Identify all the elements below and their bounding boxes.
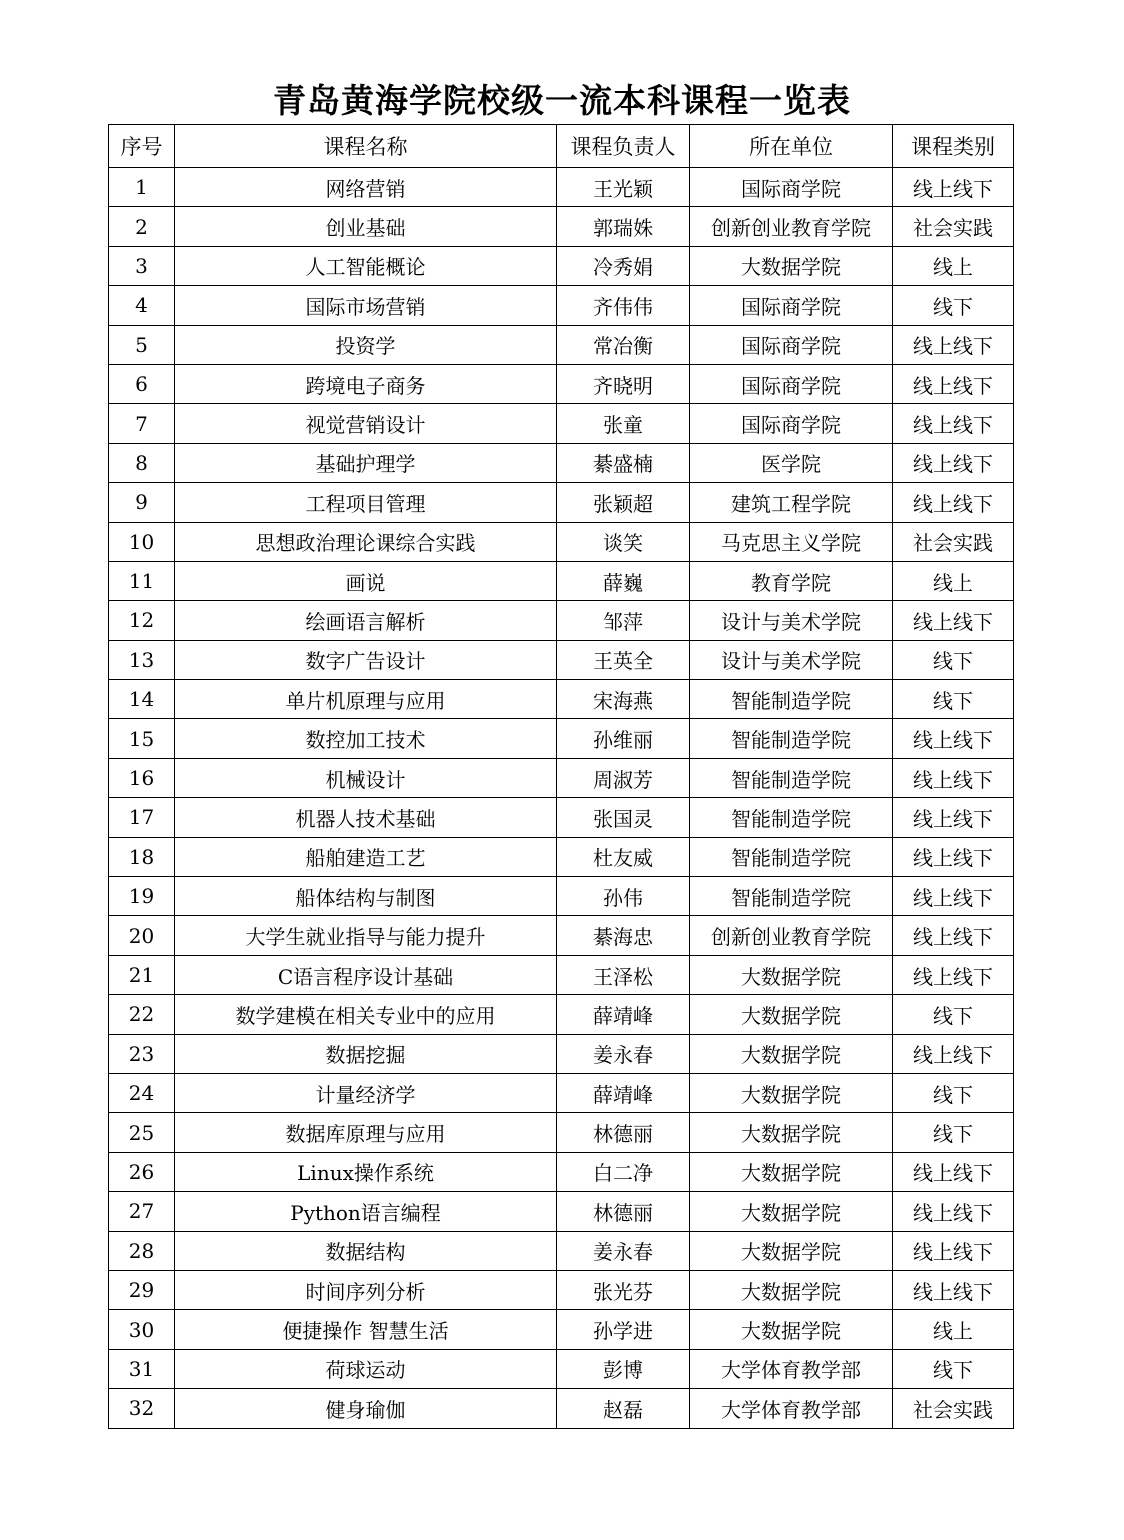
header-unit: 所在单位 bbox=[690, 125, 893, 168]
cell-course-type: 线上线下 bbox=[893, 955, 1014, 994]
table-row bbox=[109, 1113, 1014, 1152]
cell-no: 27 bbox=[109, 1192, 175, 1231]
cell-course-name: 基础护理学 bbox=[175, 443, 557, 482]
cell-no: 19 bbox=[109, 877, 175, 916]
cell-course-owner: 白二净 bbox=[557, 1152, 690, 1191]
cell-unit: 大数据学院 bbox=[690, 1270, 893, 1309]
cell-no: 21 bbox=[109, 955, 175, 994]
cell-course-owner: 孙维丽 bbox=[557, 719, 690, 758]
cell-no: 10 bbox=[109, 522, 175, 561]
table-header-row bbox=[109, 125, 1014, 168]
cell-course-owner: 张颖超 bbox=[557, 483, 690, 522]
cell-unit: 大数据学院 bbox=[690, 1113, 893, 1152]
table-row bbox=[109, 246, 1014, 285]
cell-course-name: 时间序列分析 bbox=[175, 1270, 557, 1309]
cell-unit: 建筑工程学院 bbox=[690, 483, 893, 522]
cell-course-owner: 薛靖峰 bbox=[557, 995, 690, 1034]
cell-course-type: 线上线下 bbox=[893, 404, 1014, 443]
cell-no: 3 bbox=[109, 246, 175, 285]
table-row bbox=[109, 955, 1014, 994]
cell-course-name: 思想政治理论课综合实践 bbox=[175, 522, 557, 561]
cell-course-owner: 林德丽 bbox=[557, 1113, 690, 1152]
cell-course-owner: 赵磊 bbox=[557, 1389, 690, 1428]
cell-no: 22 bbox=[109, 995, 175, 1034]
cell-unit: 大学体育教学部 bbox=[690, 1349, 893, 1388]
cell-no: 4 bbox=[109, 286, 175, 325]
cell-course-name: 数据挖掘 bbox=[175, 1034, 557, 1073]
cell-no: 14 bbox=[109, 680, 175, 719]
cell-course-type: 线下 bbox=[893, 1113, 1014, 1152]
cell-unit: 国际商学院 bbox=[690, 364, 893, 403]
table-row bbox=[109, 837, 1014, 876]
cell-course-name: 画说 bbox=[175, 561, 557, 600]
table-row bbox=[109, 1349, 1014, 1388]
cell-course-type: 线上 bbox=[893, 1310, 1014, 1349]
cell-course-name: 机械设计 bbox=[175, 758, 557, 797]
cell-no: 31 bbox=[109, 1349, 175, 1388]
table-row bbox=[109, 601, 1014, 640]
cell-course-type: 社会实践 bbox=[893, 207, 1014, 246]
table-row bbox=[109, 1270, 1014, 1309]
cell-course-name: 大学生就业指导与能力提升 bbox=[175, 916, 557, 955]
cell-no: 5 bbox=[109, 325, 175, 364]
cell-unit: 大数据学院 bbox=[690, 1034, 893, 1073]
cell-unit: 教育学院 bbox=[690, 561, 893, 600]
cell-no: 26 bbox=[109, 1152, 175, 1191]
cell-unit: 智能制造学院 bbox=[690, 798, 893, 837]
cell-unit: 国际商学院 bbox=[690, 286, 893, 325]
cell-course-name: 船舶建造工艺 bbox=[175, 837, 557, 876]
cell-course-owner: 薛靖峰 bbox=[557, 1073, 690, 1112]
cell-unit: 大数据学院 bbox=[690, 1073, 893, 1112]
cell-no: 6 bbox=[109, 364, 175, 403]
cell-course-name: 荷球运动 bbox=[175, 1349, 557, 1388]
table-row bbox=[109, 483, 1014, 522]
cell-course-type: 线下 bbox=[893, 640, 1014, 679]
cell-unit: 国际商学院 bbox=[690, 325, 893, 364]
cell-no: 20 bbox=[109, 916, 175, 955]
cell-unit: 大数据学院 bbox=[690, 955, 893, 994]
page-title: 青岛黄海学院校级一流本科课程一览表 bbox=[273, 81, 851, 120]
table-row bbox=[109, 207, 1014, 246]
cell-course-type: 线下 bbox=[893, 1073, 1014, 1112]
cell-course-owner: 林德丽 bbox=[557, 1192, 690, 1231]
cell-course-owner: 谈笑 bbox=[557, 522, 690, 561]
table-row bbox=[109, 1231, 1014, 1270]
cell-course-type: 线上线下 bbox=[893, 1152, 1014, 1191]
table-row bbox=[109, 995, 1014, 1034]
cell-course-owner: 常冶衡 bbox=[557, 325, 690, 364]
table-row bbox=[109, 404, 1014, 443]
cell-course-type: 社会实践 bbox=[893, 522, 1014, 561]
cell-unit: 创新创业教育学院 bbox=[690, 916, 893, 955]
cell-course-type: 线上线下 bbox=[893, 1270, 1014, 1309]
header-course-type: 课程类别 bbox=[893, 125, 1014, 168]
cell-course-name: 便捷操作 智慧生活 bbox=[175, 1310, 557, 1349]
cell-course-name: 船体结构与制图 bbox=[175, 877, 557, 916]
cell-course-name: Python语言编程 bbox=[175, 1192, 557, 1231]
cell-course-owner: 孙学进 bbox=[557, 1310, 690, 1349]
cell-course-type: 社会实践 bbox=[893, 1389, 1014, 1428]
cell-no: 1 bbox=[109, 168, 175, 207]
cell-course-type: 线上线下 bbox=[893, 798, 1014, 837]
cell-course-name: C语言程序设计基础 bbox=[175, 955, 557, 994]
cell-unit: 大数据学院 bbox=[690, 1231, 893, 1270]
table-row bbox=[109, 561, 1014, 600]
cell-course-name: 跨境电子商务 bbox=[175, 364, 557, 403]
table-row bbox=[109, 1073, 1014, 1112]
cell-course-type: 线上线下 bbox=[893, 877, 1014, 916]
cell-course-type: 线上线下 bbox=[893, 1034, 1014, 1073]
cell-no: 16 bbox=[109, 758, 175, 797]
table-row bbox=[109, 877, 1014, 916]
cell-course-type: 线上线下 bbox=[893, 916, 1014, 955]
cell-unit: 智能制造学院 bbox=[690, 758, 893, 797]
cell-no: 15 bbox=[109, 719, 175, 758]
cell-course-owner: 薛巍 bbox=[557, 561, 690, 600]
cell-course-owner: 邹萍 bbox=[557, 601, 690, 640]
cell-course-owner: 郭瑞姝 bbox=[557, 207, 690, 246]
table-row bbox=[109, 1389, 1014, 1428]
cell-course-type: 线下 bbox=[893, 995, 1014, 1034]
table-row bbox=[109, 798, 1014, 837]
cell-course-name: 计量经济学 bbox=[175, 1073, 557, 1112]
cell-unit: 设计与美术学院 bbox=[690, 601, 893, 640]
cell-course-type: 线上线下 bbox=[893, 325, 1014, 364]
cell-unit: 马克思主义学院 bbox=[690, 522, 893, 561]
cell-course-owner: 周淑芳 bbox=[557, 758, 690, 797]
cell-unit: 国际商学院 bbox=[690, 168, 893, 207]
cell-course-type: 线上线下 bbox=[893, 1192, 1014, 1231]
cell-course-owner: 孙伟 bbox=[557, 877, 690, 916]
cell-unit: 大数据学院 bbox=[690, 995, 893, 1034]
table-row bbox=[109, 325, 1014, 364]
cell-course-type: 线上线下 bbox=[893, 483, 1014, 522]
cell-unit: 医学院 bbox=[690, 443, 893, 482]
cell-course-type: 线上线下 bbox=[893, 168, 1014, 207]
cell-course-owner: 宋海燕 bbox=[557, 680, 690, 719]
table-row bbox=[109, 522, 1014, 561]
cell-course-owner: 王英全 bbox=[557, 640, 690, 679]
cell-course-owner: 齐晓明 bbox=[557, 364, 690, 403]
cell-no: 32 bbox=[109, 1389, 175, 1428]
cell-no: 2 bbox=[109, 207, 175, 246]
cell-course-type: 线上线下 bbox=[893, 443, 1014, 482]
cell-no: 13 bbox=[109, 640, 175, 679]
cell-course-name: 单片机原理与应用 bbox=[175, 680, 557, 719]
cell-no: 8 bbox=[109, 443, 175, 482]
cell-no: 29 bbox=[109, 1270, 175, 1309]
cell-no: 11 bbox=[109, 561, 175, 600]
cell-no: 17 bbox=[109, 798, 175, 837]
cell-course-name: 健身瑜伽 bbox=[175, 1389, 557, 1428]
header-course-name: 课程名称 bbox=[175, 125, 557, 168]
cell-no: 24 bbox=[109, 1073, 175, 1112]
cell-course-owner: 綦盛楠 bbox=[557, 443, 690, 482]
cell-unit: 大数据学院 bbox=[690, 1152, 893, 1191]
cell-course-name: 数字广告设计 bbox=[175, 640, 557, 679]
table-row bbox=[109, 168, 1014, 207]
course-table bbox=[108, 124, 1014, 1429]
cell-course-type: 线上线下 bbox=[893, 1231, 1014, 1270]
cell-unit: 国际商学院 bbox=[690, 404, 893, 443]
cell-course-name: 数控加工技术 bbox=[175, 719, 557, 758]
cell-course-type: 线上线下 bbox=[893, 601, 1014, 640]
table-row bbox=[109, 1192, 1014, 1231]
table-row bbox=[109, 680, 1014, 719]
cell-no: 25 bbox=[109, 1113, 175, 1152]
cell-course-owner: 张国灵 bbox=[557, 798, 690, 837]
cell-course-name: 数据库原理与应用 bbox=[175, 1113, 557, 1152]
cell-no: 30 bbox=[109, 1310, 175, 1349]
cell-no: 23 bbox=[109, 1034, 175, 1073]
cell-course-owner: 姜永春 bbox=[557, 1231, 690, 1270]
table-row bbox=[109, 364, 1014, 403]
cell-course-owner: 张光芬 bbox=[557, 1270, 690, 1309]
header-no: 序号 bbox=[109, 125, 175, 168]
cell-course-type: 线上线下 bbox=[893, 364, 1014, 403]
cell-unit: 智能制造学院 bbox=[690, 877, 893, 916]
cell-unit: 大数据学院 bbox=[690, 1192, 893, 1231]
table-row bbox=[109, 719, 1014, 758]
table-row bbox=[109, 1034, 1014, 1073]
cell-unit: 创新创业教育学院 bbox=[690, 207, 893, 246]
cell-unit: 设计与美术学院 bbox=[690, 640, 893, 679]
table-row bbox=[109, 443, 1014, 482]
cell-course-type: 线上线下 bbox=[893, 719, 1014, 758]
cell-course-name: 数据结构 bbox=[175, 1231, 557, 1270]
cell-course-name: 网络营销 bbox=[175, 168, 557, 207]
cell-no: 7 bbox=[109, 404, 175, 443]
cell-no: 12 bbox=[109, 601, 175, 640]
cell-course-type: 线上 bbox=[893, 561, 1014, 600]
table-row bbox=[109, 640, 1014, 679]
cell-course-type: 线上线下 bbox=[893, 758, 1014, 797]
cell-unit: 大数据学院 bbox=[690, 1310, 893, 1349]
cell-course-owner: 冷秀娟 bbox=[557, 246, 690, 285]
cell-no: 28 bbox=[109, 1231, 175, 1270]
cell-unit: 大学体育教学部 bbox=[690, 1389, 893, 1428]
table-row bbox=[109, 1310, 1014, 1349]
cell-course-name: 人工智能概论 bbox=[175, 246, 557, 285]
table-row bbox=[109, 1152, 1014, 1191]
cell-course-owner: 綦海忠 bbox=[557, 916, 690, 955]
cell-unit: 智能制造学院 bbox=[690, 719, 893, 758]
cell-unit: 智能制造学院 bbox=[690, 680, 893, 719]
cell-course-owner: 齐伟伟 bbox=[557, 286, 690, 325]
table-row bbox=[109, 758, 1014, 797]
cell-unit: 大数据学院 bbox=[690, 246, 893, 285]
cell-course-owner: 姜永春 bbox=[557, 1034, 690, 1073]
cell-course-name: 投资学 bbox=[175, 325, 557, 364]
cell-course-type: 线下 bbox=[893, 1349, 1014, 1388]
cell-course-type: 线上线下 bbox=[893, 837, 1014, 876]
cell-course-type: 线上 bbox=[893, 246, 1014, 285]
header-course-owner: 课程负责人 bbox=[557, 125, 690, 168]
cell-course-owner: 彭博 bbox=[557, 1349, 690, 1388]
cell-course-name: 国际市场营销 bbox=[175, 286, 557, 325]
table-row bbox=[109, 286, 1014, 325]
cell-course-owner: 王泽松 bbox=[557, 955, 690, 994]
cell-course-name: 绘画语言解析 bbox=[175, 601, 557, 640]
cell-course-name: Linux操作系统 bbox=[175, 1152, 557, 1191]
cell-no: 18 bbox=[109, 837, 175, 876]
cell-course-name: 视觉营销设计 bbox=[175, 404, 557, 443]
cell-course-type: 线下 bbox=[893, 286, 1014, 325]
cell-no: 9 bbox=[109, 483, 175, 522]
cell-course-type: 线下 bbox=[893, 680, 1014, 719]
cell-course-name: 工程项目管理 bbox=[175, 483, 557, 522]
table-row bbox=[109, 916, 1014, 955]
cell-course-name: 数学建模在相关专业中的应用 bbox=[175, 995, 557, 1034]
cell-course-owner: 王光颖 bbox=[557, 168, 690, 207]
cell-course-owner: 张童 bbox=[557, 404, 690, 443]
cell-course-name: 机器人技术基础 bbox=[175, 798, 557, 837]
table-body bbox=[109, 168, 1014, 1429]
cell-course-name: 创业基础 bbox=[175, 207, 557, 246]
cell-course-owner: 杜友威 bbox=[557, 837, 690, 876]
cell-unit: 智能制造学院 bbox=[690, 837, 893, 876]
